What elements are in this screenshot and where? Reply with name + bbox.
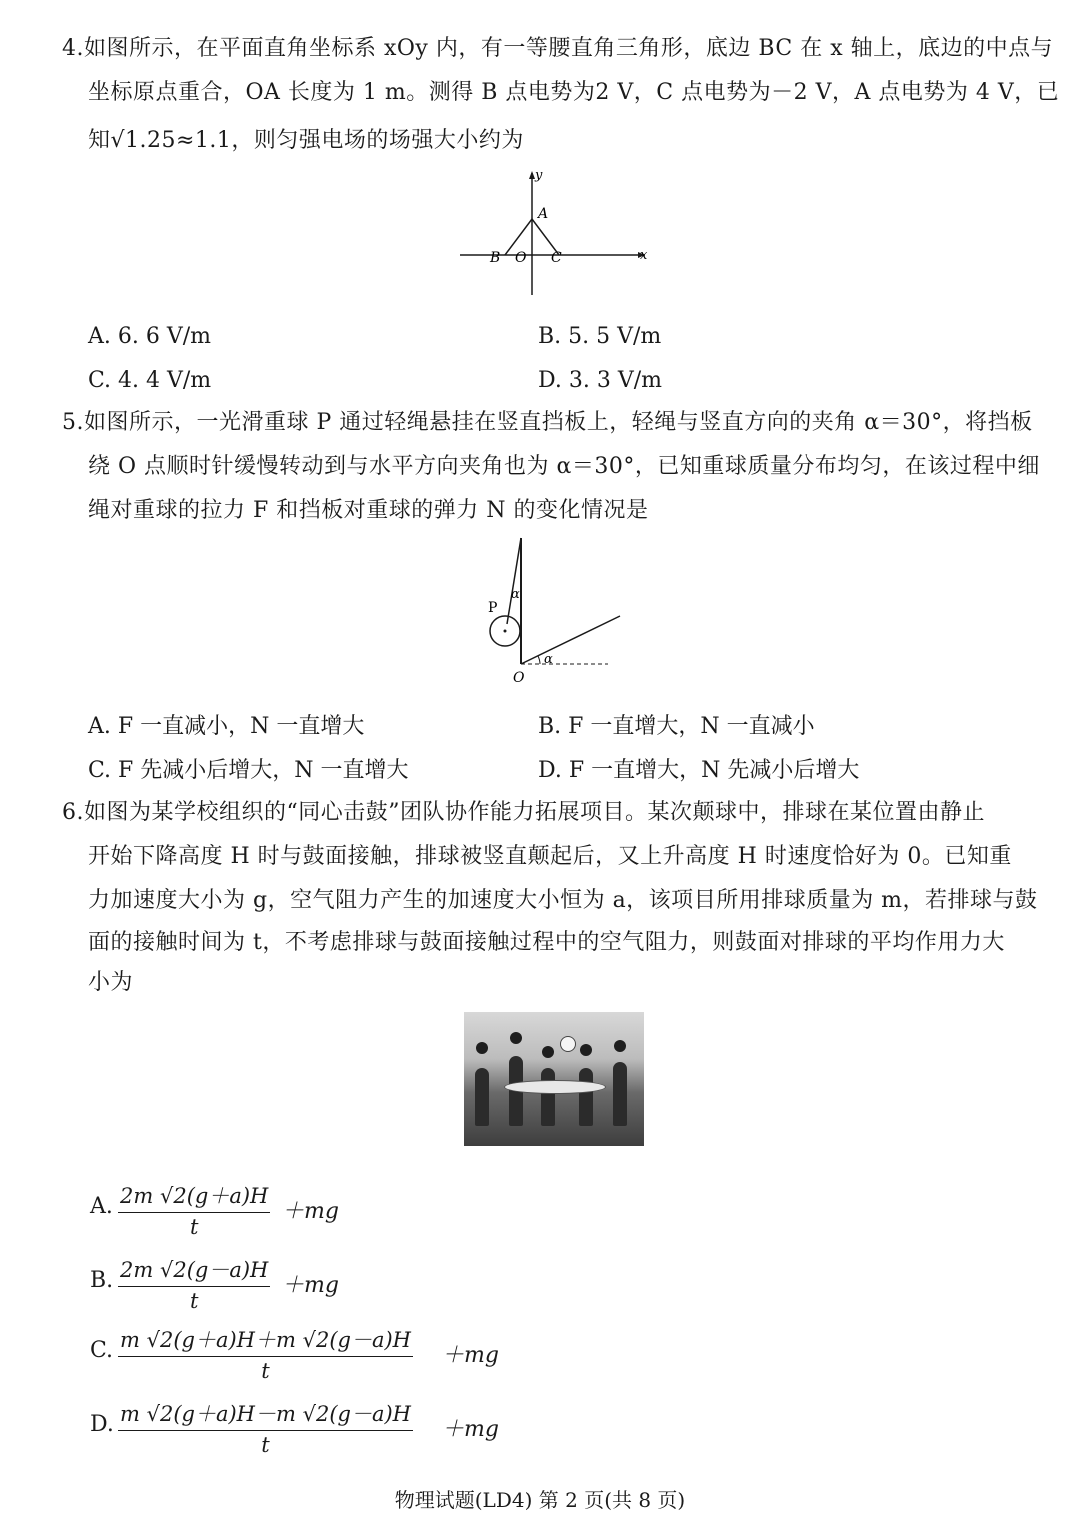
q4-text-line-2: 坐标原点重合，OA 长度为 1 m。测得 B 点电势为2 V，C 点电势为－2 V，A 点电势为 4 V，已 [88,80,1060,105]
q6-text-line-2: 开始下降高度 H 时与鼓面接触，排球被竖直颠起后，又上升高度 H 时速度恰好为 0。已知重 [88,844,1012,869]
q6-text-line-5: 小为 [88,970,134,995]
photo-head [476,1042,488,1054]
q6-option-d-denominator: t [261,1433,270,1457]
photo-head [542,1046,554,1058]
q5-text-line-3: 绳对重球的拉力 F 和挡板对重球的弹力 N 的变化情况是 [88,498,649,523]
q4-option-d[interactable]: D. 3. 3 V/m [538,368,662,393]
q5-text-line-1: 5.如图所示，一光滑重球 P 通过轻绳悬挂在竖直挡板上，轻绳与竖直方向的夹角 α＝30°，将挡板 [62,410,1033,435]
photo-volleyball [560,1036,576,1052]
photo-person [579,1068,593,1126]
photo-person [613,1062,627,1126]
q5-option-d[interactable]: D. F 一直增大，N 先减小后增大 [538,758,860,783]
q6-option-a-label: A. [90,1194,113,1219]
q6-option-b-label: B. [90,1268,114,1293]
photo-drum [504,1080,606,1094]
q6-text-line-3: 力加速度大小为 g，空气阻力产生的加速度大小恒为 a，该项目所用排球质量为 m，若排球与鼓 [88,888,1038,913]
photo-head [614,1040,626,1052]
label-p: P [488,600,498,616]
q6-option-c-label: C. [90,1338,114,1363]
point-a-label: A [538,206,549,222]
baffle-rotated [521,616,620,664]
rope [507,538,521,624]
q4-coordinate-figure [455,165,655,300]
q6-option-c-tail: ＋mg [442,1343,499,1368]
q5-option-c[interactable]: C. F 先减小后增大，N 一直增大 [88,758,409,783]
q6-option-b-denominator: t [189,1289,199,1313]
q4-text-line-3: 知√1.25≈1.1，则匀强电场的场强大小约为 [88,128,524,153]
q5-pendulum-figure [480,532,630,684]
q5-option-a[interactable]: A. F 一直减小，N 一直增大 [88,714,365,739]
q6-option-c-denominator: t [261,1359,270,1383]
q6-option-a-denominator: t [189,1215,199,1239]
q6-option-b-numerator: 2m √2(g－a)H [118,1254,270,1287]
x-label: x [640,248,648,263]
angle-arc [538,656,540,664]
q6-option-d-tail: ＋mg [442,1417,499,1442]
y-label: y [535,168,543,183]
photo-head [510,1032,522,1044]
q6-option-d-fraction [118,1398,413,1457]
q6-option-a-tail: ＋mg [282,1199,339,1224]
photo-head [580,1044,592,1056]
q4-option-c[interactable]: C. 4. 4 V/m [88,368,212,393]
q6-option-b-fraction [118,1254,270,1313]
point-c-label: C [551,250,562,266]
q6-option-d-numerator: m √2(g＋a)H－m √2(g－a)H [118,1398,413,1431]
page-footer: 物理试题(LD4) 第 2 页(共 8 页) [394,1488,686,1512]
q4-text-line-1: 4.如图所示，在平面直角坐标系 xOy 内，有一等腰直角三角形，底边 BC 在 x 轴上，底边的中点与 [62,36,1054,61]
ball-center [504,630,507,633]
label-alpha-bottom: α [544,652,553,667]
photo-person [475,1068,489,1126]
q6-option-a-numerator: 2m √2(g＋a)H [118,1180,270,1213]
label-o: O [513,670,525,684]
q5-text-line-2: 绕 O 点顺时针缓慢转动到与水平方向夹角也为 α＝30°，已知重球质量分布均匀，在该过程中细 [88,454,1040,479]
q6-text-line-1: 6.如图为某学校组织的“同心击鼓”团队协作能力拓展项目。某次颠球中，排球在某位置由静止 [62,800,985,825]
point-b-label: B [490,250,501,266]
photo-person [541,1068,555,1126]
q6-option-d-label: D. [90,1412,114,1437]
q6-option-a-fraction [118,1180,270,1239]
q6-option-b-tail: ＋mg [282,1273,339,1298]
drum-team-photo [464,1012,644,1146]
q6-option-c-numerator: m √2(g＋a)H＋m √2(g－a)H [118,1324,413,1357]
q6-text-line-4: 面的接触时间为 t，不考虑排球与鼓面接触过程中的空气阻力，则鼓面对排球的平均作用力大 [88,930,1005,955]
q4-option-b[interactable]: B. 5. 5 V/m [538,324,662,349]
q4-option-a[interactable]: A. 6. 6 V/m [88,324,212,349]
point-o-label: O [515,250,527,266]
q5-option-b[interactable]: B. F 一直增大，N 一直减小 [538,714,815,739]
label-alpha-top: α [511,587,520,602]
q6-option-c-fraction [118,1324,413,1383]
